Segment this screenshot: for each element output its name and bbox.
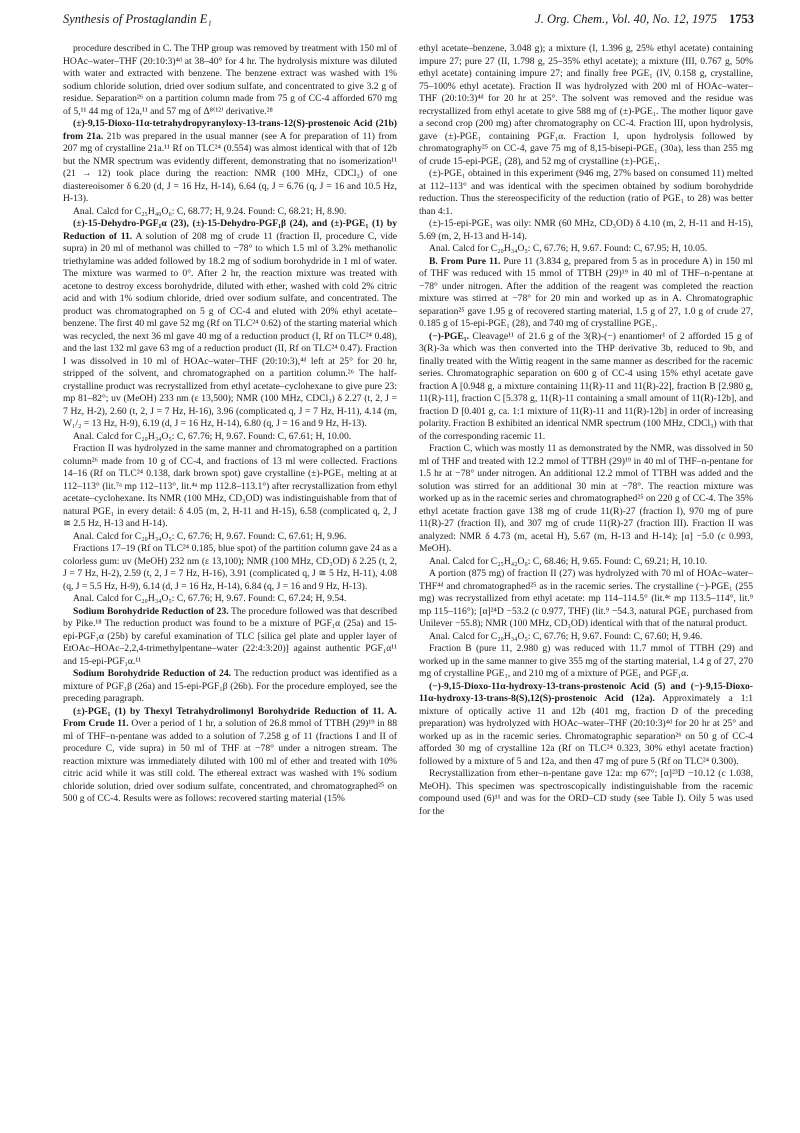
paragraph-text: Anal. Calcd for C₂₅H₄₂O₆: C, 68.46; H, 9.65. Found: C, 69.21; H, 10.10. — [429, 555, 708, 567]
paragraph — [63, 706, 397, 806]
paragraph — [63, 543, 397, 593]
right-column — [419, 43, 753, 818]
paragraph-text: Fraction II was hydrolyzed in the same manner and chromatographed on a partition column²⁶ made from 10 g of CC-4, and fractions of 13 ml were collected. Fractions 14–16 (Rf on TLC²⁴ 0.138, dark brown spot) gave crystalline (±)-PGE₁ melting at at 112–113° (lit.⁷ᵃ mp 112–113°, lit.⁴ᵃ mp 112.8–113.1°) after recrystallization from ethyl acetate–cyclohexane. Its NMR (100 MHz, CD₃OD) was indistinguishable from that of natural PGE₁ in every detail: δ 4.05 (m, 2, H-11 and H-15), 6.58 (complicated q, 2, J ≅ 2.5 Hz, H-13 and H-14). — [63, 443, 397, 529]
paragraph-text: Anal. Calcd for C₂₀H₃₄O₅: C, 67.76; H, 9.67. Found: C, 67.95; H, 10.05. — [429, 243, 708, 254]
paragraph-text: Fraction B (pure 11, 2.980 g) was reduced with 11.7 mmol of TTBH (29) and worked up in the same manner to give 355 mg of the starting material, 1.4 g of 27, 270 mg of crystalline PGE₁, and 210 mg of a mixture of PGE₁ and PGF₁α. — [419, 643, 753, 679]
paragraph-text: Over a period of 1 hr, a solution of 26.8 mmol of TTBH (29)¹⁹ in 88 ml of THF–n-pentane was added to a solution of 7.258 g of 11 (fractions I and II of procedure C, vide supra) in 50 ml of THF at −78° under a nitrogen stream. The reaction mixture was immediately diluted with 100 ml of ether and treated with 10% citric acid while it was still cold. The ethereal extract was washed with 1% sodium chloride solution, dried over sodium sulfate, concentrated, and chromatographed²⁵ on 500 g of CC-4. Results were as follows: recovered starting material (15% — [63, 718, 397, 804]
paragraph-text: Anal. Calcd for C₂₅H₄₀O₆: C, 68.77; H, 9.24. Found: C, 68.21; H, 8.90. — [73, 205, 347, 217]
paragraph — [419, 556, 753, 569]
paragraph-text: 21b was prepared in the usual manner (see A for preparation of 11) from 207 mg of crystalline 21a.¹¹ Rf on TLC²⁴ (0.554) was almost identical with that of 12b but the NMR spectrum was evidently different, demonstrating that no isomerization¹¹ (21 → 12) took place during the reaction: NMR (100 MHz, CDCl₃) of one diastereoisomer δ 6.20 (d, J = 16 Hz, H-14), 6.64 (q, J = 6.76 (q, J = 16 and 10.5 Hz, H-13). — [63, 130, 397, 204]
paragraph-text: Anal. Calcd for C₂₀H₃₄O₅: C, 67.76; H, 9.67. Found: C, 67.61; H, 9.96. — [73, 530, 347, 542]
paragraph — [419, 568, 753, 631]
paragraph-text: procedure described in C. The THP group was removed by treatment with 150 ml of HOAc–water–THF (20:10:3)⁴ᵈ at 38–40° for 4 hr. The hydrolysis mixture was diluted with water and extracted with benzene. The benzene extract was washed with 1% sodium chloride solution, dried over sodium sulfate, and concentrated to give 3.2 g of residue. Separation²⁶ on a partition column made from 75 g of CC-4 afforded 670 mg of 5,¹¹ 44 mg of 12a,¹¹ and 57 mg of Δ⁸⁽¹²⁾ derivative.²⁸ — [63, 43, 397, 117]
paragraph-text: (±)-PGE₁ obtained in this experiment (946 mg, 27% based on consumed 11) melted at 112–113° and was identical with the specimen obtained by sodium borohydride reduction. Thus the stereospecificity of the reduction (ratio of PGE₁ to 28) was better than 4:1. — [419, 168, 753, 217]
paragraph — [419, 681, 753, 769]
section-heading: Sodium Borohydride Reduction of 24. — [73, 668, 232, 679]
paragraph — [63, 206, 397, 219]
paragraph — [419, 768, 753, 818]
paragraph-text: Anal. Calcd for C₂₀H₃₄O₅: C, 67.76; H, 9.67. Found: C, 67.61; H, 10.00. — [73, 430, 352, 442]
section-heading: Sodium Borohydride Reduction of 23. — [73, 605, 229, 617]
paragraph — [63, 43, 397, 118]
page-number: 1753 — [729, 12, 754, 26]
paragraph — [63, 218, 397, 431]
journal-name: J. Org. Chem., Vol. 40, No. 12, 1975 — [535, 12, 717, 26]
paragraph — [419, 643, 753, 681]
paragraph-text: A solution of 208 mg of crude 11 (fraction II, procedure C, vide supra) in 20 ml of methanol was chilled to −78° to which 1.5 ml of 3.2% methanolic triethylamine was added followed by 18.2 mg of sodium borohydride in 1 ml of water. The mixture was warmed to 0°. After 2 hr, the reaction mixture was treated with acetone to destroy excess borohydride, diluted with ether, washed with cold 2% citric acid and with 1% sodium chloride, dried over sodium sulfate, and concentrated. The product was chromatographed on 5 g of CC-4 and eluted with 20% ethyl acetate–benzene. The first 40 ml gave 52 mg (Rf on TLC²⁴ 0.62) of the starting material which was recycled, the next 36 ml gave 40 mg of a reduction product (I, Rf on TLC²⁴ 0.48), and the last 132 ml gave 63 mg of a reduction product (II, Rf on TLC²⁴ 0.47). Fraction I was dissolved in 10 ml of HOAc–water–THF (20:10:3),⁴ᵈ left at 25° for 20 hr, stripped of the solvent, and chromatographed on a partition column.²⁶ The half-crystalline product was recrystallized from ethyl acetate–cyclohexane to give pure 23: mp 81–82°; uv (MeOH) 233 nm (ε 13,500); NMR (100 MHz, CDCl₃) δ 2.27 (t, 2, J = 7 Hz, H-2), 2.60 (t, 2, J = 7 Hz, H-16), 3.96 (complicated q, J = 7 Hz, H-11), 4.14 (m, W₁/₂ = 13 Hz, H-9), 6.19 (d, J = 16 Hz, H-14), 6.80 (q, J = 16 and 9 Hz, H-13). — [63, 230, 397, 429]
paragraph-text: Recrystallization from ether–n-pentane gave 12a: mp 67°; [α]²³D −10.12 (c 1.038, MeOH). This specimen was spectroscopically indistinguishable from the racemic compound used (6)¹¹ and was for the ORD–CD study (see Table I). Oily 5 was used for the — [419, 768, 753, 817]
section-heading: B. From Pure 11. — [429, 255, 501, 267]
paragraph-text: Anal. Calcd for C₂₀H₃₄O₅: C, 67.76; H, 9.67. Found: C, 67.60; H, 9.46. — [429, 630, 703, 642]
left-column — [63, 43, 397, 806]
paragraph-text: Pure 11 (3.834 g, prepared from 5 as in procedure A) in 150 ml of THF was reduced with 15 mmol of TTBH (29)¹⁹ in 40 ml of THF–n-pentane at −78° under nitrogen. After the addition of the reagent was completed the reaction mixture was stirred at −78° for 20 min and worked up as in A. Chromatographic separation²⁵ gave 1.95 g of recovered starting material, 1.5 g of 27, 1.0 g of crude 27, 0.185 g of 15-epi-PGE₁ (28), and 740 mg of crystalline PGE₁. — [419, 255, 753, 329]
section-heading: (±)-9,15-Dioxo-11α-tetrahydropyranyloxy-13-trans-12(S)-prostenoic Acid (21b) from 21a. — [63, 118, 397, 142]
paragraph — [419, 43, 753, 168]
paragraph — [419, 331, 753, 444]
paragraph-text: Approximately a 1:1 mixture of optically active 11 and 12b (401 mg, fraction D of the preceding preparation) was hydrolyzed with HOAc–water–THF (20:10:3)⁴ᵈ for 20 hr at 25° and worked up as in the racemic series. Chromatographic separation²⁶ on 50 g of CC-4 afforded 30 mg of crystalline 12a (Rf on TLC²⁴ 0.323, 30% ethyl acetate fraction) followed by a mixture of 5 and 12a, and then 47 mg of pure 5 (Rf on TLC²⁴ 0.300). — [419, 693, 753, 767]
journal-citation — [535, 12, 754, 27]
paragraph — [63, 593, 397, 606]
paragraph-text: Cleavage¹¹ of 21.6 g of the 3(R)-(−) enantiomer¹ of 2 afforded 15 g of 3(R)-3a which was then converted into the THP derivative 3b, reduced to 9b, and finally treated with the Wittig reagent in the same manner as described for the racemic series. Chromatographic separation on 600 g of CC-4 using 15% ethyl acetate gave fraction A [0.948 g, a mixture containing 11(R)-11 and 11(R)-22], fraction B [2.980 g, 11(R)-11], fraction C [5.378 g, 11(R)-11 containing a small amount of 11(R)-12b], and fraction D [0.401 g, ca. 1:1 mixture of 11(R)-11 and 11(R)-12b] in order of increasing polarity. Fraction B exhibited an identical NMR spectrum (100 MHz, CDCl₃) with that of the corresponding racemic 11. — [419, 330, 753, 442]
paragraph-text: A portion (875 mg) of fraction II (27) was hydrolyzed with 70 ml of HOAc–water–THF⁴ᵈ and chromatographed²⁵ as in the racemic series. The crystalline (−)-PGE₁ (255 mg) was recrystallized from ethyl acetate: mp 114–114.5° (lit.⁴ᵉ mp 113.5–114°, lit.⁹ mp 115–116°); [α]²⁴D −53.2 (c 0.977, THF) (lit.⁹ −54.3, natural PGE₁ purchased from Unilever −55.8); NMR (100 MHz, CD₃OD) identical with that of the natural product. — [419, 568, 753, 629]
paragraph — [419, 631, 753, 644]
paragraph — [419, 256, 753, 331]
paragraph — [63, 431, 397, 444]
paragraph — [419, 218, 753, 243]
paragraph-text: The procedure followed was that described by Pike.¹⁸ The reduction product was found to be a mixture of PGF₁α (25a) and 15-epi-PGF₁α (25b) by careful examination of TLC [silica gel plate and uppler layer of EtOAc–HOAc–2,2,4-trimethylpentane–water (22:4:3:20)] against authentic PGF₁α¹¹ and 15-epi-PGF₁α.¹¹ — [63, 605, 397, 667]
paragraph — [419, 443, 753, 556]
paragraph-text: Anal. Calcd for C₂₀H₃₄O₅: C, 67.76; H, 9.67. Found: C, 67.24; H, 9.54. — [73, 593, 347, 604]
paragraph — [63, 668, 397, 706]
paragraph-text: (±)-15-epi-PGE₁ was oily: NMR (60 MHz, CD₃OD) δ 4.10 (m, 2, H-11 and H-15), 5.69 (m, 2, H-13 and H-14). — [419, 218, 753, 242]
running-header — [63, 12, 754, 32]
paragraph — [63, 443, 397, 531]
paragraph-text: Fraction C, which was mostly 11 as demonstrated by the NMR, was dissolved in 50 ml of THF and treated with 12.2 mmol of TTBH (29)¹⁹ in 40 ml of THF–n-pentane for 1.5 hr at −78° under nitrogen. An additional 12.2 mmol of TTBH was added and the solution was stirred for an additional 30 min at −78°. The reaction mixture was worked up as in the racemic series and chromatographed²⁵ on 220 g of CC-4. The 35% ethyl acetate fraction gave 138 mg of crude 11(R)-27 (fraction I), 970 mg of pure 11(R)-27 (fraction II), and 307 mg of crude 11(R)-27 (fraction III). Fraction II was analyzed: NMR δ 4.73 (m, acetal H), 5.67 (m, H-13 and H-14); [α] −5.0 (c 0.993, MeOH). — [419, 443, 753, 554]
paragraph-text: ethyl acetate–benzene, 3.048 g); a mixture (I, 1.396 g, 25% ethyl acetate) containing impure 27; pure 27 (II, 1.798 g, 25–35% ethyl acetate); a mixture (III, 0.767 g, 50% ethyl acetate) containing impure 27; and finally free PGE₁ (IV, 0.158 g, crystalline, 75–100% ethyl acetate). Fraction II was hydrolyzed with 200 ml of HOAc–water–THF (20:10:3)⁴ᵈ for 20 hr at 25°. The solvent was removed and the residue was recrystallized from ethyl acetate to give 588 mg of (±)-PGE₁. The mother liquor gave a second crop (200 mg) after chromatography on CC-4. Fraction III, upon hydrolysis, gave (±)-PGE₁ containing PGF₁α. Fraction I, upon hydrolysis followed by chromatography²⁵ on CC-4, gave 75 mg of 8,15-bisepi-PGE₁ (30a), less than 255 mg of crude 15-epi-PGE₁ (28), and 52 mg of crystalline (±)-PGE₁. — [419, 43, 753, 167]
paragraph — [419, 168, 753, 218]
paragraph — [63, 118, 397, 206]
paragraph — [63, 531, 397, 544]
paragraph — [419, 243, 753, 256]
section-heading: (−)-PGE₁. — [429, 330, 470, 342]
paragraph-text: The reduction product was identified as a mixture of PGF₁β (26a) and 15-epi-PGF₁β (26b). For the procedure employed, see the preceding paragraph. — [63, 668, 397, 704]
paragraph-text: Fractions 17–19 (Rf on TLC²⁴ 0.185, blue spot) of the partition column gave 24 as a colorless gum: uv (MeOH) 232 nm (ε 13,100); NMR (100 MHz, CD₃OD) δ 2.25 (t, 2, J = 7 Hz, H-2), 2.59 (t, 2, J = 7 Hz, H-16), 3.91 (complicated q, J ≅ 5 Hz, H-11), 4.08 (q, J = 5.5 Hz, H-9), 6.14 (d, J = 16 Hz, H-14), 6.84 (q, J = 16 and 9 Hz, H-13). — [63, 543, 397, 592]
section-heading: (±)-15-Dehydro-PGF₁α (23), (±)-15-Dehydro-PGF₁β (24), and (±)-PGE₁ (1) by Reduction of 11. — [63, 218, 397, 242]
paragraph — [63, 606, 397, 669]
section-heading: (±)-PGE₁ (1) by Thexyl Tetrahydrolimonyl Borohydride Reduction of 11. A. From Crude 11. — [63, 705, 397, 729]
running-title: Synthesis of Prostaglandin E₁ — [63, 12, 212, 26]
section-heading: (−)-9,15-Dioxo-11α-hydroxy-13-trans-prostenoic Acid (5) and (−)-9,15-Dioxo-11α-hydroxy-13-trans-8(S),12(S)-prostenoic Acid (12a). — [419, 680, 753, 704]
